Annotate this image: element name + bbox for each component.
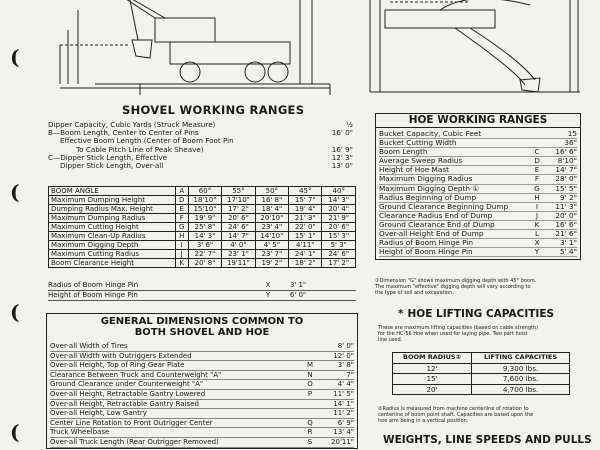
binder-hole-mark: ( [10,420,20,444]
list-item: Center Line Rotation to Front Outrigger Center Q 6' 9" [50,418,354,427]
table-row: Maximum Cutting Radius J 22' 7" 23' 1" 23' 7" 24' 1" 24' 6" [49,250,356,259]
binder-hole-mark: ( [10,180,20,204]
table-row: Maximum Clean-Up Radius H 14' 3" 14' 7" 14'10" 15' 1" 15' 3" [49,232,356,241]
shovel-specs-list [48,121,353,170]
list-item: Boom Length C 16' 6" [379,147,577,157]
table-row: Maximum Dumping Radius F 19' 9" 20' 6" 20'10" 21' 3" 21' 9" [49,214,356,223]
list-item: Clearance Between Truck and Counterweight "A" N 7" [50,370,354,379]
list-item: Over-all Width of Tires 8' 0" [50,342,354,350]
hoe-working-ranges-box [375,113,581,260]
list-item: Height of Boom Hinge Pin Y 6' 0" [48,291,356,301]
hoe-digging-depth-note: ①Dimension "G" shows maximum digging depth with 45° boom. The maximum "effective" digging depth will vary according to the type of soil and excavation. [375,278,537,296]
list-item: Over-all Width with Outriggers Extended 12' 0" [50,351,354,360]
list-item: Radius of Boom Hinge Pin X 3' 1" [48,281,356,291]
general-dimensions-title: GENERAL DIMENSIONS COMMON TO BOTH SHOVEL AND HOE [100,316,304,338]
list-item: Over-all Height, Retractable Gantry Lowered P 11' 5" [50,389,354,398]
list-item: Over-all Height, Top of Ring Gear Plate M 3' 8" [50,361,354,370]
spec-row: Dipper Stick Length, Over-all 13' 0" [60,161,353,171]
hoe-working-ranges-title: HOE WORKING RANGES [376,114,580,128]
shovel-working-ranges-title: SHOVEL WORKING RANGES [122,103,305,117]
binder-hole-mark: ( [10,300,20,324]
table-row: Maximum Dumping Height D 18'10" 17'10" 16' 8" 15' 7" 14' 3" [49,196,356,205]
list-item: Ground Clearance Beginning Dump I 11' 3" [379,201,577,211]
spec-row: B—Boom Length, Center to Center of Pins 16' 0" [48,128,353,138]
table-row: Maximum Cutting Height G 25' 8" 24' 6" 23' 4" 22' 0" 20' 6" [49,223,356,232]
boom-hinge-pin-list [48,281,356,301]
list-item: Maximum Digging Depth ① G 15' 5" [379,183,577,193]
equipment-line-drawing [0,0,600,95]
spec-row: To Cable Pitch Line of Peak Sheave) 16' 9" [76,144,353,154]
list-item: Bucket Cutting Width 36" [379,138,577,148]
list-item: Radius Beginning of Dump H 9' 2" [379,192,577,202]
table-row: 15' 7,600 lbs. [393,374,570,385]
list-item: Over-all Truck Length (Rear Outrigger Removed) S 20'11" [50,437,354,446]
lifting-table-header: BOOM RADIUS② LIFTING CAPACITIES [393,353,570,364]
spec-row: Effective Boom Length (Center of Boom Foot Pin [60,137,234,146]
lifting-capacities-table [392,352,570,395]
binder-hole-mark: ( [10,45,20,69]
spec-row: Dipper Capacity, Cubic Yards (Struck Measure) ½ [48,120,353,129]
list-item: Truck Wheelbase R 13' 4" [50,428,354,437]
table-row: Boom Clearance Height K 20' 8" 19'11" 19' 2" 18' 2" 17' 2" [49,259,356,268]
table-row: Maximum Digging Depth I 3' 6" 4' 0" 4' 5" 4'11" 5' 3" [49,241,356,250]
list-item: Over-all Height End of Dump L 21' 6" [379,229,577,239]
list-item: Maximum Digging Radius F 28' 0" [379,174,577,184]
list-item: Radius of Boom Hinge Pin X 3' 1" [379,238,577,248]
table-row: 20' 4,700 lbs. [393,384,570,395]
list-item: Over-all Height, Retractable Gantry Raised 14' 1" [50,399,354,408]
list-item: Average Sweep Radius D 8'10" [379,156,577,166]
list-item: Ground Clearance under Counterweight "A" O 4' 4" [50,380,354,389]
boom-angle-table [48,186,356,268]
boom-radius-footnote: ②Radius is measured from machine centerline of rotation to centerline of boom point shaft. Capacities are based upon the hoe arm being in a vertical position. [378,406,534,424]
spec-row: C—Dipper Stick Length, Effective 12' 3" [48,152,353,162]
table-row: Dumping Radius Max. Height E 15'10" 17' 2" 18' 4" 19' 4" 20' 4" [49,205,356,214]
lifting-intro-text: These are maximum lifting capacities (based on cable strength) for the HC-56 Hoe when used for laying pipe. Two part hoist line used. [378,325,539,343]
boom-table-header: BOOM ANGLE A 60° 55° 50° 45° 40° [49,187,356,196]
weights-line-speeds-title: WEIGHTS, LINE SPEEDS AND PULLS [383,434,592,446]
list-item: Over-all Height, Low Gantry 11' 2" [50,409,354,418]
table-row: 12' 9,300 lbs. [393,363,570,374]
list-item: Height of Hoe Mast E 14' 7" [379,165,577,175]
hoe-lifting-capacities-title: * HOE LIFTING CAPACITIES [398,308,555,320]
list-item: Height of Boom Hinge Pin Y 5' 4" [379,247,577,257]
list-item: Clearance Radius End of Dump J 20' 0" [379,210,577,220]
list-item: Ground Clearance End of Dump K 16' 6" [379,219,577,229]
list-item: Bucket Capacity, Cubic Feet 15 [379,129,577,138]
general-dimensions-box [46,313,358,449]
